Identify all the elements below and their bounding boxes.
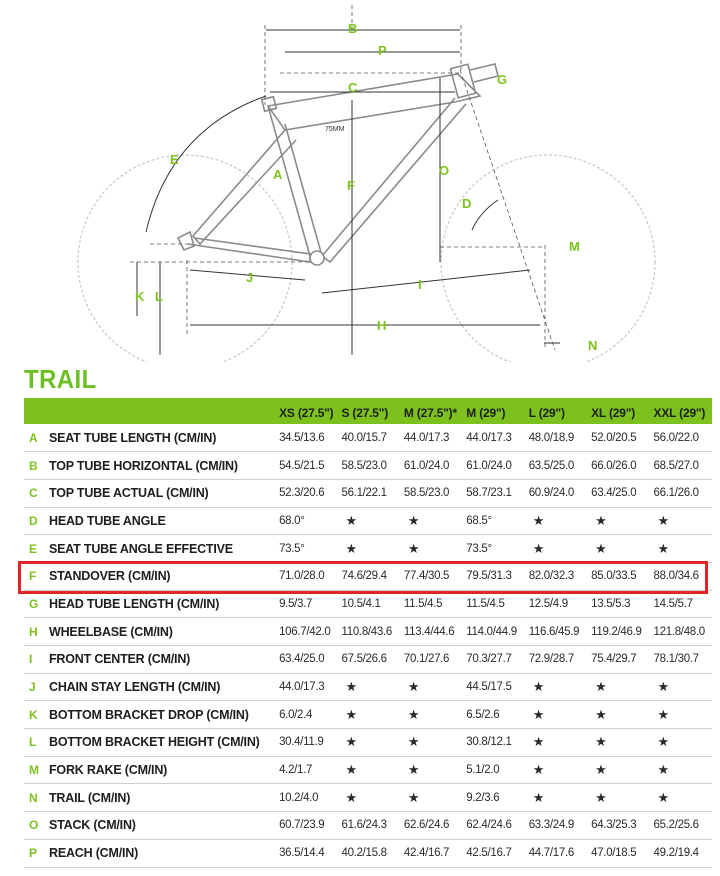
row-value: 70.1/27.6: [403, 653, 450, 666]
label-a: A: [273, 167, 283, 182]
row-value: 73.5°: [466, 542, 492, 555]
dimension-guides: [130, 5, 555, 350]
geometry-table: [24, 398, 712, 868]
row-value: ★: [407, 540, 420, 556]
row-name: CHAIN STAY LENGTH (CM/IN): [49, 680, 221, 695]
header-size: XL (29"): [591, 406, 635, 420]
label-p: P: [378, 43, 387, 58]
row-value: ★: [407, 734, 420, 750]
row-name: STANDOVER (CM/IN): [49, 569, 171, 584]
row-value: 12.5/4.9: [528, 597, 568, 610]
row-value: 40.0/15.7: [341, 431, 387, 444]
row-value: ★: [532, 789, 545, 805]
row-value: ★: [657, 734, 669, 750]
row-value: ★: [532, 734, 545, 750]
row-value: 9.2/3.6: [466, 791, 500, 804]
row-value: 36.5/14.4: [279, 847, 325, 860]
row-value: 61.6/24.3: [341, 819, 387, 832]
row-name: TOP TUBE HORIZONTAL (CM/IN): [49, 458, 238, 473]
row-value: ★: [407, 512, 420, 528]
row-value: 30.8/12.1: [466, 736, 512, 749]
label-o: O: [439, 163, 450, 178]
row-value: 5.1/2.0: [466, 764, 500, 777]
row-value: 63.4/25.0: [279, 653, 325, 666]
row-letter: N: [29, 790, 38, 805]
row-value: 75.4/29.7: [591, 653, 637, 666]
row-value: ★: [345, 512, 357, 528]
label-h: H: [377, 318, 387, 333]
row-value: 52.0/20.5: [591, 431, 637, 444]
row-value: 44.7/17.6: [528, 847, 574, 860]
row-value: 113.4/44.6: [403, 625, 455, 638]
label-j: J: [246, 270, 254, 285]
row-value: 10.5/4.1: [341, 597, 381, 610]
row-value: 79.5/31.3: [466, 570, 512, 583]
label-b: B: [348, 21, 358, 36]
row-name: FRONT CENTER (CM/IN): [49, 652, 191, 667]
table-row: [24, 756, 712, 784]
row-value: 54.5/21.5: [279, 459, 325, 472]
row-value: 49.2/19.4: [653, 847, 699, 860]
label-l: L: [155, 289, 163, 304]
table-row: [24, 535, 712, 563]
header-name: [45, 398, 275, 424]
label-i: I: [418, 277, 422, 292]
label-d: D: [462, 196, 472, 211]
row-value: ★: [657, 762, 669, 778]
row-value: 60.9/24.0: [528, 487, 574, 500]
row-value: 4.2/1.7: [279, 764, 313, 777]
row-letter: J: [29, 680, 36, 695]
row-value: ★: [345, 540, 357, 556]
table-row: [24, 479, 712, 507]
row-value: 61.0/24.0: [403, 459, 450, 472]
row-value: 63.5/25.0: [528, 459, 574, 472]
row-letter: K: [29, 707, 38, 722]
table-row: [24, 452, 712, 480]
row-value: ★: [532, 679, 545, 695]
row-value: 63.4/25.0: [591, 487, 637, 500]
label-c: C: [348, 80, 358, 95]
row-name: HEAD TUBE ANGLE: [49, 513, 166, 528]
row-name: SEAT TUBE LENGTH (CM/IN): [49, 430, 217, 445]
row-value: ★: [595, 789, 607, 805]
row-letter: O: [29, 818, 39, 833]
row-value: 72.9/28.7: [528, 653, 574, 666]
row-value: 48.0/18.9: [528, 431, 574, 444]
row-value: 52.3/20.6: [279, 487, 325, 500]
section-title: TRAIL: [24, 364, 97, 394]
row-value: ★: [407, 762, 420, 778]
row-value: 64.3/25.3: [591, 819, 637, 832]
row-value: ★: [595, 679, 607, 695]
row-value: ★: [657, 789, 669, 805]
table-row: [24, 562, 712, 590]
row-value: 70.3/27.7: [466, 653, 512, 666]
row-value: 30.4/11.9: [279, 736, 324, 749]
row-letter: L: [29, 735, 37, 750]
row-value: 119.2/46.9: [591, 625, 642, 638]
row-value: 42.4/16.7: [403, 847, 450, 860]
rear-wheel: [78, 155, 292, 362]
table-row: [24, 590, 712, 618]
row-value: 82.0/32.3: [528, 570, 574, 583]
row-value: 56.0/22.0: [653, 431, 699, 444]
row-value: ★: [532, 540, 545, 556]
row-value: 74.6/29.4: [341, 570, 387, 583]
row-value: 116.6/45.9: [528, 625, 580, 638]
row-value: 121.8/48.0: [653, 625, 705, 638]
table-header-row: [24, 398, 712, 424]
label-k: K: [135, 289, 145, 304]
row-value: 42.5/16.7: [466, 847, 512, 860]
row-value: 44.0/17.3: [279, 681, 325, 694]
row-value: 66.0/26.0: [591, 459, 637, 472]
row-value: ★: [407, 789, 420, 805]
row-value: ★: [345, 734, 357, 750]
label-g: G: [497, 72, 508, 87]
header-size: M (27.5")*: [403, 406, 457, 420]
row-letter: M: [29, 763, 39, 778]
header-size: XXL (29"): [653, 406, 706, 420]
row-value: 114.0/44.9: [466, 625, 517, 638]
header-size: L (29"): [528, 406, 565, 420]
label-e: E: [170, 152, 179, 167]
row-value: 11.5/4.5: [403, 597, 443, 610]
row-letter: D: [29, 513, 38, 528]
table-row: [24, 673, 712, 701]
label-75mm: 75MM: [325, 126, 345, 133]
row-value: ★: [532, 512, 545, 528]
row-value: 6.0/2.4: [279, 708, 313, 721]
table-row: [24, 646, 712, 674]
table-row: [24, 701, 712, 729]
bike-geometry-diagram: [0, 0, 720, 362]
row-letter: G: [29, 596, 39, 611]
row-value: ★: [595, 540, 607, 556]
row-name: TRAIL (CM/IN): [49, 790, 131, 805]
row-value: ★: [595, 706, 607, 722]
row-value: ★: [595, 734, 607, 750]
label-m: M: [569, 239, 580, 254]
row-value: 56.1/22.1: [341, 487, 387, 500]
table-row: [24, 424, 712, 452]
row-value: ★: [595, 762, 607, 778]
table-row: [24, 839, 712, 867]
row-value: 62.4/24.6: [466, 819, 512, 832]
row-value: ★: [345, 762, 357, 778]
row-value: 65.2/25.6: [653, 819, 699, 832]
table-row: [24, 618, 712, 646]
row-name: HEAD TUBE LENGTH (CM/IN): [49, 596, 220, 611]
row-name: WHEELBASE (CM/IN): [49, 624, 173, 639]
row-letter: I: [29, 652, 33, 667]
row-value: 40.2/15.8: [341, 847, 387, 860]
row-value: 77.4/30.5: [403, 570, 450, 583]
row-value: 60.7/23.9: [279, 819, 325, 832]
row-value: 58.7/23.1: [466, 487, 512, 500]
table-row: [24, 812, 712, 840]
row-value: 13.5/5.3: [591, 597, 631, 610]
header-size: M (29"): [466, 406, 506, 420]
row-value: 68.5/27.0: [653, 459, 699, 472]
row-name: STACK (CM/IN): [49, 818, 136, 833]
row-value: 73.5°: [279, 542, 305, 555]
row-name: REACH (CM/IN): [49, 846, 139, 861]
row-value: ★: [532, 706, 545, 722]
row-value: ★: [595, 512, 607, 528]
row-letter: A: [29, 430, 38, 445]
row-value: 88.0/34.6: [653, 570, 699, 583]
row-value: 34.5/13.6: [279, 431, 325, 444]
row-value: ★: [345, 679, 357, 695]
row-value: ★: [657, 512, 669, 528]
row-value: ★: [657, 540, 669, 556]
row-name: BOTTOM BRACKET HEIGHT (CM/IN): [49, 735, 260, 750]
row-value: 68.5°: [466, 514, 492, 527]
row-value: 61.0/24.0: [466, 459, 512, 472]
front-wheel: [441, 155, 655, 362]
row-letter: F: [29, 569, 37, 584]
row-value: 71.0/28.0: [279, 570, 325, 583]
row-value: 6.5/2.6: [466, 708, 500, 721]
row-letter: P: [29, 846, 38, 861]
row-value: 78.1/30.7: [653, 653, 699, 666]
row-value: 10.2/4.0: [279, 791, 319, 804]
row-value: 67.5/26.6: [341, 653, 387, 666]
row-value: 9.5/3.7: [279, 597, 313, 610]
row-value: 85.0/33.5: [591, 570, 637, 583]
row-value: 47.0/18.5: [591, 847, 637, 860]
bike-frame: [178, 64, 498, 265]
header-size: S (27.5"): [341, 406, 389, 420]
row-letter: E: [29, 541, 38, 556]
row-value: 66.1/26.0: [653, 487, 699, 500]
row-value: 110.8/43.6: [341, 625, 392, 638]
row-value: ★: [532, 762, 545, 778]
row-name: FORK RAKE (CM/IN): [49, 763, 168, 778]
row-value: ★: [345, 706, 357, 722]
label-f: F: [347, 178, 355, 193]
row-name: BOTTOM BRACKET DROP (CM/IN): [49, 707, 249, 722]
row-value: 44.0/17.3: [466, 431, 512, 444]
row-value: ★: [345, 789, 357, 805]
row-value: 11.5/4.5: [466, 597, 505, 610]
row-name: TOP TUBE ACTUAL (CM/IN): [49, 486, 209, 501]
row-value: 44.5/17.5: [466, 681, 512, 694]
row-value: 44.0/17.3: [403, 431, 450, 444]
row-value: 14.5/5.7: [653, 597, 693, 610]
row-value: 62.6/24.6: [403, 819, 450, 832]
row-value: ★: [657, 679, 669, 695]
row-value: ★: [407, 706, 420, 722]
row-name: SEAT TUBE ANGLE EFFECTIVE: [49, 541, 233, 556]
row-value: 106.7/42.0: [279, 625, 331, 638]
table-row: [24, 729, 712, 757]
header-letter: [24, 398, 45, 424]
row-letter: C: [29, 486, 38, 501]
header-size: XS (27.5"): [279, 406, 334, 420]
row-value: 58.5/23.0: [403, 487, 450, 500]
row-value: ★: [657, 706, 669, 722]
label-n: N: [588, 338, 598, 353]
row-value: 63.3/24.9: [528, 819, 574, 832]
row-value: 68.0°: [279, 514, 305, 527]
row-letter: H: [29, 624, 38, 639]
table-row: [24, 507, 712, 535]
row-value: ★: [407, 679, 420, 695]
row-letter: B: [29, 458, 38, 473]
table-row: [24, 784, 712, 812]
row-value: 58.5/23.0: [341, 459, 387, 472]
